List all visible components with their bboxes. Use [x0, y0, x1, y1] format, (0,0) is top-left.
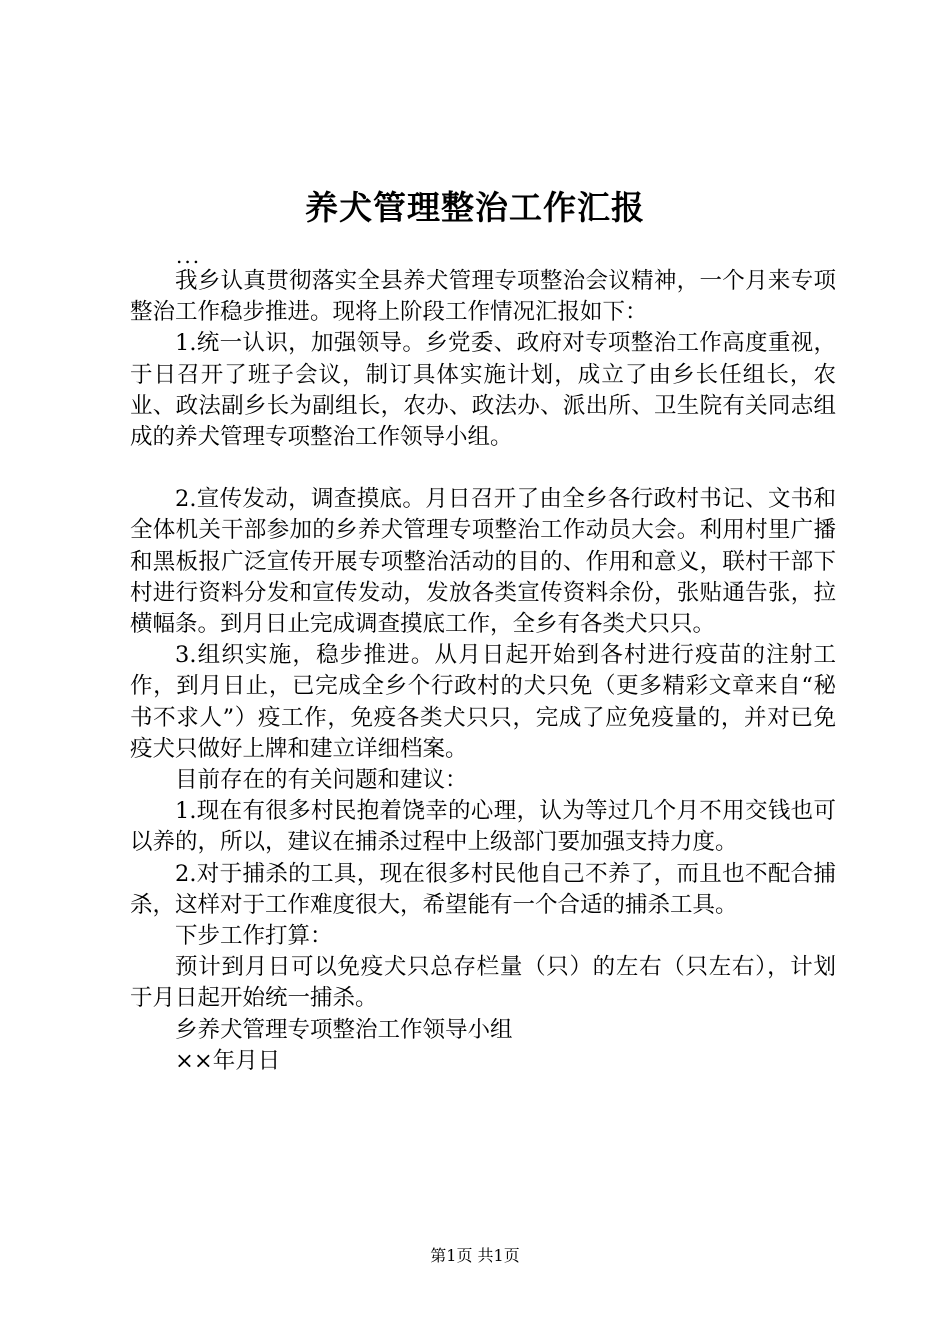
paragraph-plan: 预计到月日可以免疫犬只总存栏量（只）的左右（只左右），计划于月日起开始统一捕杀。	[130, 954, 836, 1012]
paragraph-intro: 我乡认真贯彻落实全县养犬管理专项整治会议精神，一个月来专项整治工作稳步推进。现将上阶段工作情况汇报如下：	[130, 268, 836, 326]
paragraph-issue-2: 2.对于捕杀的工具，现在很多村民他自己不养了，而且也不配合捕杀，这样对于工作难度很大，希望能有一个合适的捕杀工具。	[130, 860, 836, 918]
paragraph-plan-heading: 下步工作打算：	[175, 923, 333, 950]
document-body	[130, 266, 836, 1077]
signature-date: ××年月日	[175, 1047, 281, 1074]
paragraph-issue-1: 1.现在有很多村民抱着饶幸的心理，认为等过几个月不用交钱也可以养的，所以，建议在捕杀过程中上级部门要加强支持力度。	[130, 798, 836, 856]
document-title: 养犬管理整治工作汇报	[305, 188, 645, 227]
paragraph-item-1: 1.统一认识，加强领导。乡党委、政府对专项整治工作高度重视，于日召开了班子会议，制订具体实施计划，成立了由乡长任组长，农业、政法副乡长为副组长，农办、政法办、派出所、卫生院有关同志组成的养犬管理专项整治工作领导小组。	[130, 330, 836, 451]
signature-organization: 乡养犬管理专项整治工作领导小组	[175, 1016, 513, 1043]
ellipsis-marker: ...	[176, 244, 202, 268]
page-footer: 第1页 共1页	[430, 1246, 520, 1265]
paragraph-item-2: 2.宣传发动，调查摸底。月日召开了由全乡各行政村书记、文书和全体机关干部参加的乡养犬管理专项整治工作动员大会。利用村里广播和黑板报广泛宣传开展专项整治活动的目的、作用和意义，联村干部下村进行资料分发和宣传发动，发放各类宣传资料余份，张贴通告张，拉横幅条。到月日止完成调查摸底工作，全乡有各类犬只只。	[130, 486, 836, 638]
paragraph-issues-heading: 目前存在的有关问题和建议：	[175, 767, 468, 794]
paragraph-item-3: 3.组织实施，稳步推进。从月日起开始到各村进行疫苗的注射工作，到月日止，已完成全乡个行政村的犬只免（更多精彩文章来自“秘书不求人”）疫工作，免疫各类犬只只，完成了应免疫量的，并对已免疫犬只做好上牌和建立详细档案。	[130, 642, 836, 762]
